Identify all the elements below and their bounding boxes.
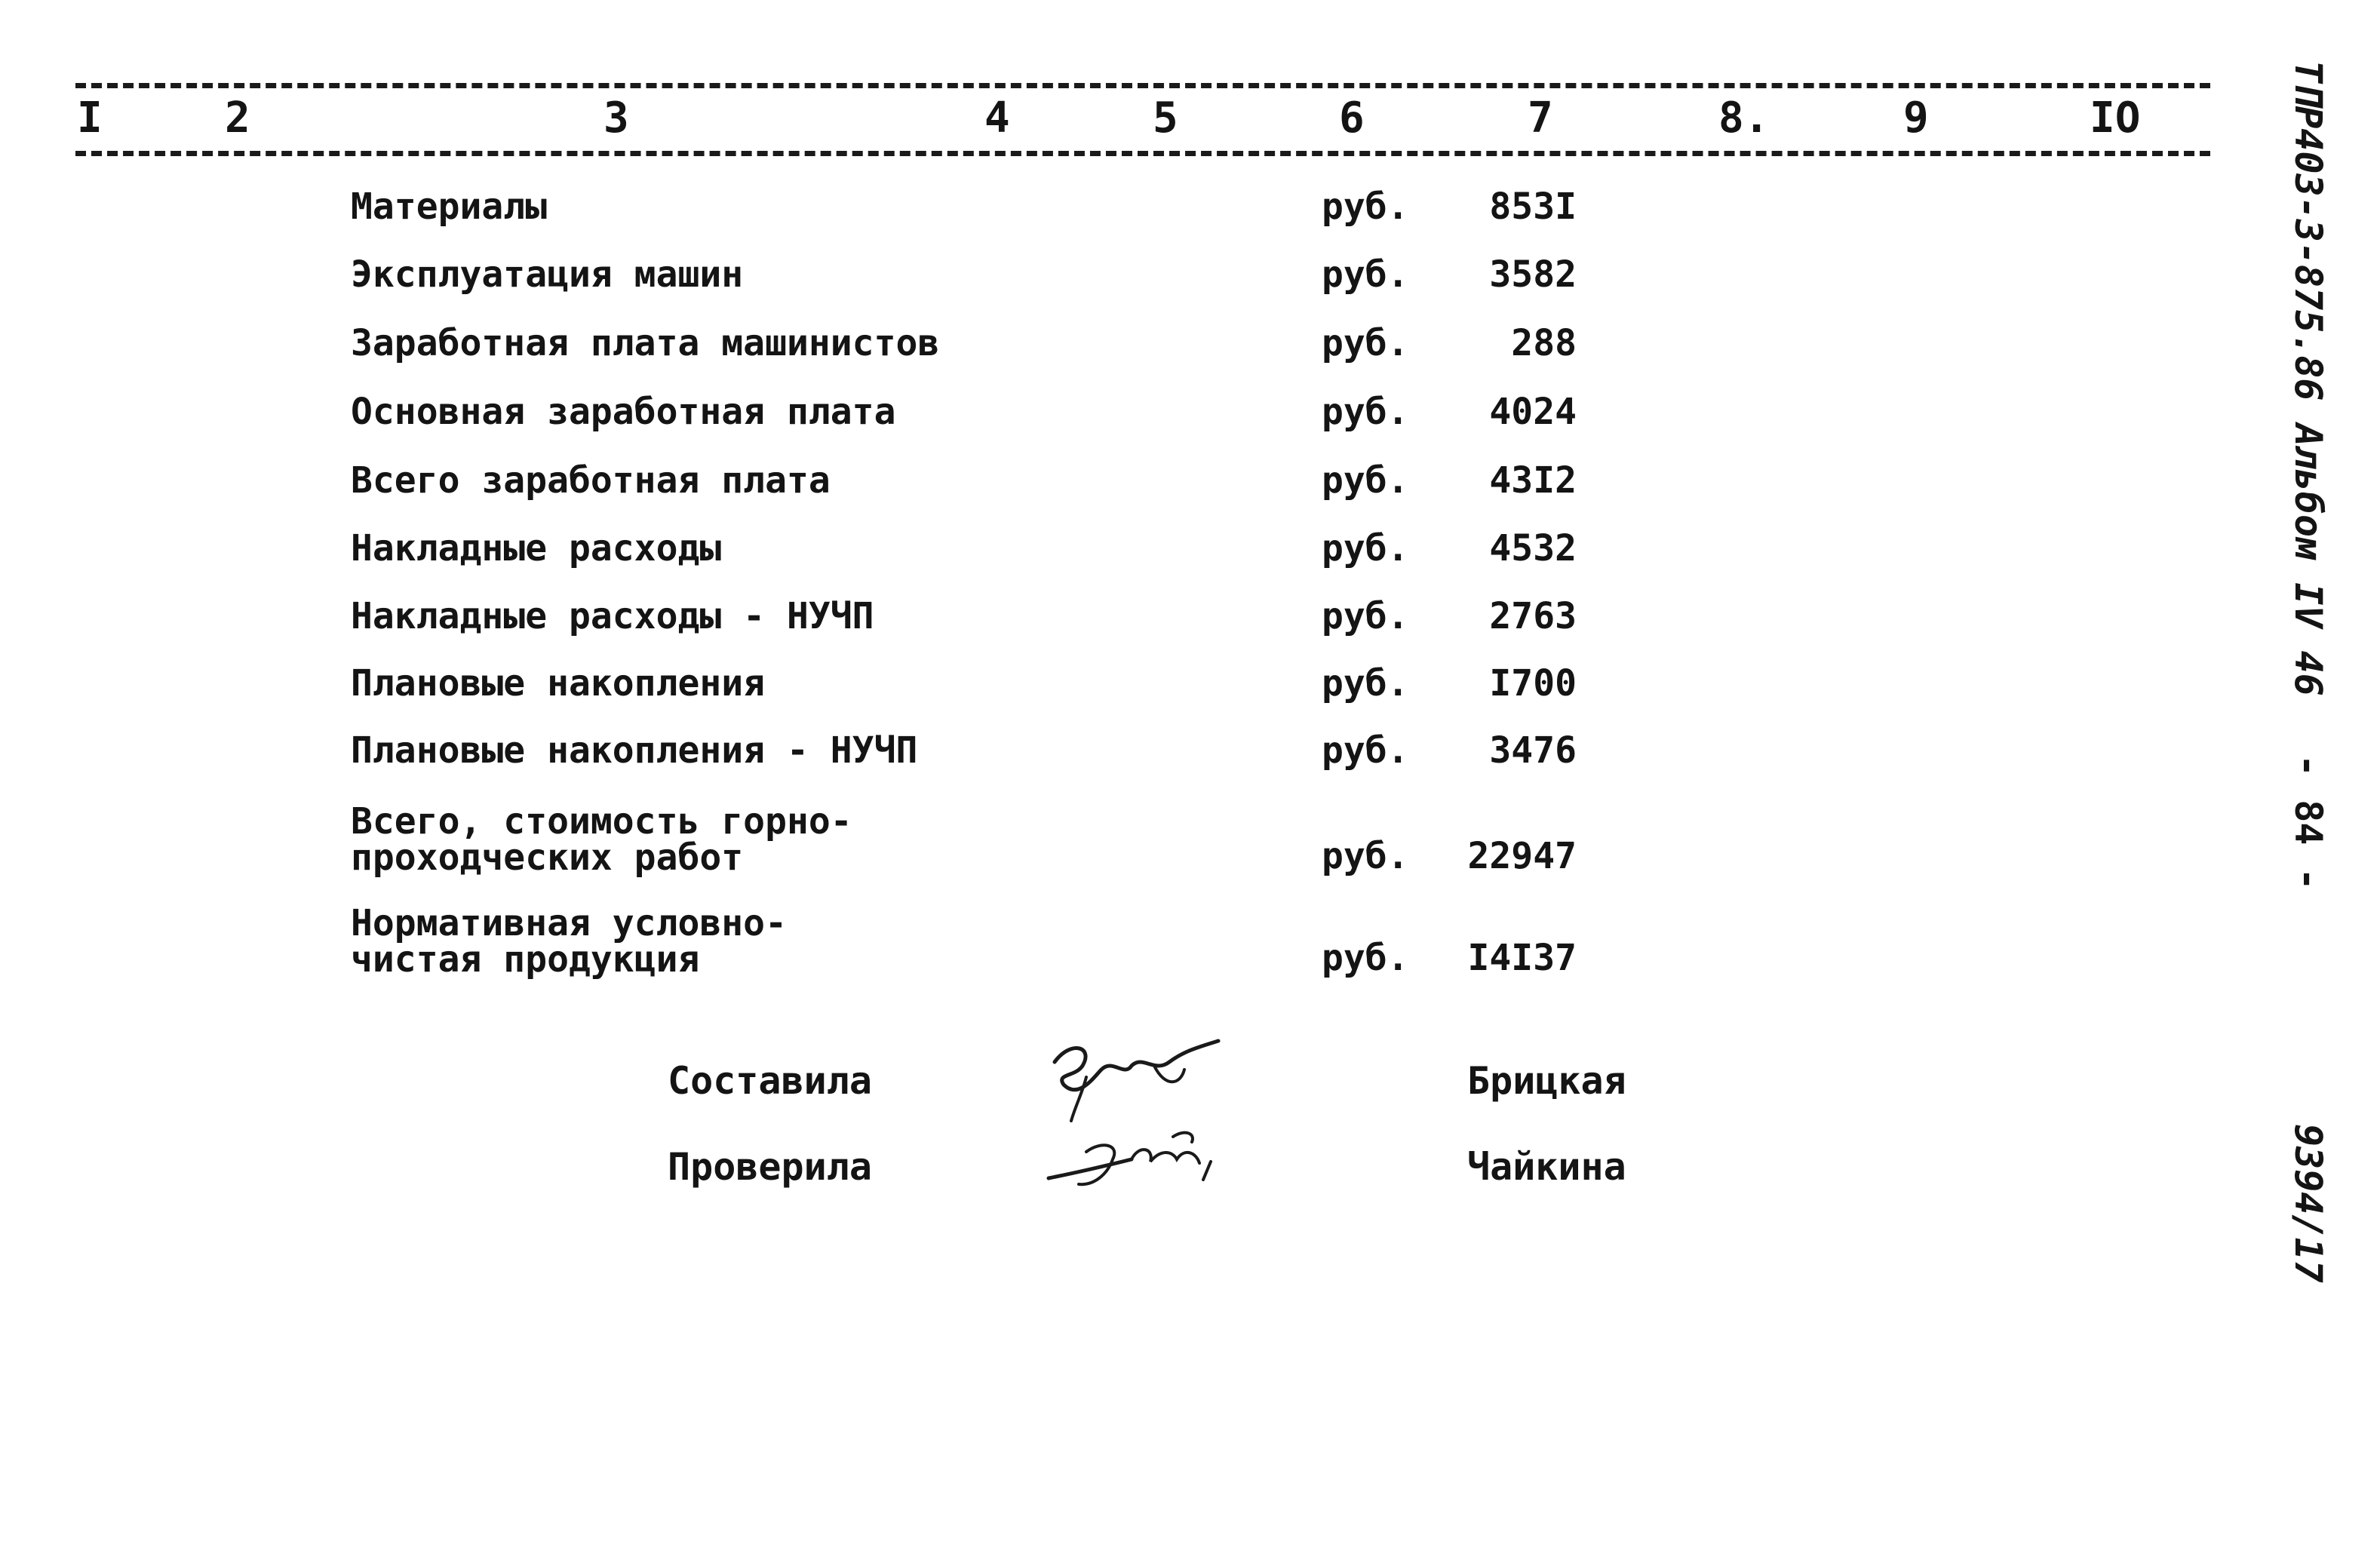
column-number-7: 7	[1528, 94, 1553, 143]
row-unit: руб.	[1322, 186, 1409, 228]
row-value: 3582	[1489, 253, 1577, 296]
row-label: Плановые накопления	[351, 662, 766, 705]
row-unit: руб.	[1322, 595, 1409, 637]
row-unit: руб.	[1322, 662, 1409, 705]
signature-name: Брицкая	[1467, 1059, 1626, 1103]
row-label: Заработная плата машинистов	[351, 322, 940, 364]
column-number-4: 4	[984, 94, 1010, 143]
signature-role: Проверила	[668, 1145, 872, 1189]
row-value: 22947	[1467, 835, 1577, 877]
row-value: 853I	[1489, 186, 1577, 228]
margin-page-number: - 84 -	[2286, 754, 2330, 891]
row-unit: руб.	[1322, 391, 1409, 433]
column-number-10: IO	[2090, 94, 2141, 143]
row-label: Всего, стоимость горно- проходческих работ	[351, 800, 852, 879]
row-unit: руб.	[1322, 253, 1409, 296]
column-number-2: 2	[225, 94, 250, 143]
row-value: 43I2	[1489, 459, 1577, 502]
row-label: Материалы	[351, 186, 548, 228]
row-unit: руб.	[1322, 527, 1409, 569]
column-number-5: 5	[1153, 94, 1178, 143]
row-label: Плановые накопления - НУЧП	[351, 729, 918, 772]
row-label: Накладные расходы	[351, 527, 722, 569]
handwritten-signature-icon	[1041, 1032, 1237, 1130]
row-unit: руб.	[1322, 322, 1409, 364]
row-unit: руб.	[1322, 729, 1409, 772]
column-number-1: I	[77, 94, 103, 143]
margin-document-code: ТПР403-3-875.86 Альбом IV 46	[2286, 60, 2330, 696]
row-value: 2763	[1489, 595, 1577, 637]
row-value: 288	[1511, 322, 1577, 364]
row-label: Основная заработная плата	[351, 391, 896, 433]
column-number-6: 6	[1339, 94, 1365, 143]
row-value: 4024	[1489, 391, 1577, 433]
row-value: 3476	[1489, 729, 1577, 772]
column-number-9: 9	[1903, 94, 1929, 143]
row-value: I700	[1489, 662, 1577, 705]
row-label: Накладные расходы - НУЧП	[351, 595, 874, 637]
row-value: I4I37	[1467, 937, 1577, 979]
row-unit: руб.	[1322, 937, 1409, 979]
header-top-rule	[75, 83, 2210, 97]
column-number-8: 8.	[1718, 94, 1770, 143]
signature-name: Чайкина	[1467, 1145, 1626, 1189]
signature-role: Составила	[668, 1059, 872, 1103]
row-label: Всего заработная плата	[351, 459, 831, 502]
header-bottom-rule	[75, 151, 2210, 165]
handwritten-signature-icon	[1041, 1118, 1237, 1216]
row-unit: руб.	[1322, 459, 1409, 502]
row-label: Эксплуатация машин	[351, 253, 744, 296]
margin-inventory-number: 9394/17	[2286, 1124, 2330, 1283]
row-unit: руб.	[1322, 835, 1409, 877]
row-label: Нормативная условно- чистая продукция	[351, 902, 787, 981]
row-value: 4532	[1489, 527, 1577, 569]
column-number-3: 3	[603, 94, 629, 143]
